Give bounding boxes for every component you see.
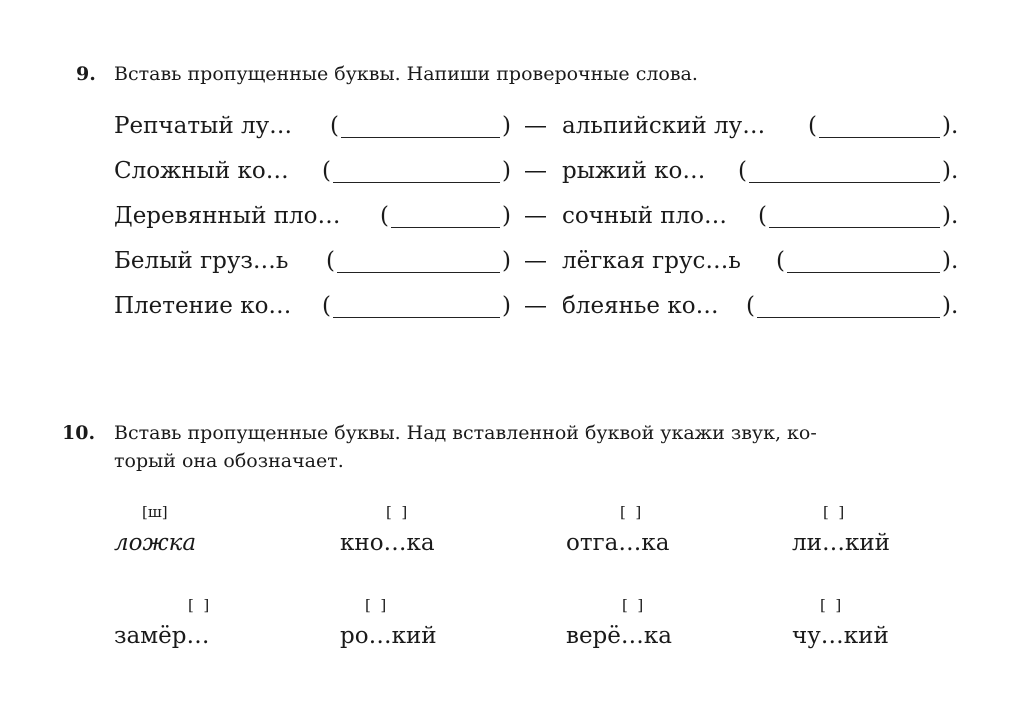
close-paren-period: ). — [942, 113, 959, 139]
open-paren: ( — [326, 248, 335, 274]
gap-word: верё…ка — [566, 623, 672, 649]
close-paren-period: ). — [942, 158, 959, 184]
row-left-phrase: Репчатый лу… — [114, 113, 293, 139]
close-paren-period: ). — [942, 293, 959, 319]
close-paren: ) — [502, 293, 511, 319]
dash: — — [524, 293, 547, 319]
open-paren: ( — [322, 293, 331, 319]
gap-word: ложка — [114, 530, 197, 556]
open-paren: ( — [808, 113, 817, 139]
row-left-phrase: Деревянный пло… — [114, 203, 341, 229]
row-left-phrase: Сложный ко… — [114, 158, 289, 184]
row-left-phrase: Белый груз…ь — [114, 248, 289, 274]
gap-word: ро…кий — [340, 623, 437, 649]
open-paren: ( — [380, 203, 389, 229]
gap-word: замёр… — [114, 623, 210, 649]
answer-blank-left[interactable] — [333, 317, 500, 318]
close-paren-period: ). — [942, 203, 959, 229]
sound-bracket[interactable]: [ ] — [620, 503, 642, 521]
exercise-10-instruction-line-2: торый она обозначает. — [114, 450, 344, 472]
sound-bracket[interactable]: [ ] — [823, 503, 845, 521]
sound-bracket[interactable]: [ ] — [622, 596, 644, 614]
row-right-phrase: блеянье ко… — [562, 293, 719, 319]
answer-blank-right[interactable] — [757, 317, 940, 318]
exercise-10-number: 10. — [62, 422, 96, 444]
close-paren: ) — [502, 158, 511, 184]
open-paren: ( — [322, 158, 331, 184]
sound-bracket[interactable]: [ ] — [188, 596, 210, 614]
gap-word: чу…кий — [792, 623, 889, 649]
exercise-9-instruction: Вставь пропущенные буквы. Напиши проверочные слова. — [114, 63, 698, 85]
row-right-phrase: сочный пло… — [562, 203, 727, 229]
close-paren-period: ). — [942, 248, 959, 274]
row-right-phrase: рыжий ко… — [562, 158, 706, 184]
answer-blank-left[interactable] — [341, 137, 500, 138]
answer-blank-right[interactable] — [819, 137, 940, 138]
sound-bracket[interactable]: [ ] — [386, 503, 408, 521]
answer-blank-right[interactable] — [749, 182, 940, 183]
row-right-phrase: лёгкая грус…ь — [562, 248, 741, 274]
answer-blank-left[interactable] — [337, 272, 500, 273]
row-left-phrase: Плетение ко… — [114, 293, 292, 319]
exercise-10-instruction-line-1: Вставь пропущенные буквы. Над вставленной буквой укажи звук, ко- — [114, 422, 817, 444]
answer-blank-right[interactable] — [769, 227, 940, 228]
gap-word: кно…ка — [340, 530, 435, 556]
sound-bracket[interactable]: [ ] — [365, 596, 387, 614]
open-paren: ( — [738, 158, 747, 184]
open-paren: ( — [758, 203, 767, 229]
close-paren: ) — [502, 248, 511, 274]
close-paren: ) — [502, 203, 511, 229]
close-paren: ) — [502, 113, 511, 139]
dash: — — [524, 248, 547, 274]
answer-blank-left[interactable] — [391, 227, 500, 228]
gap-word: отга…ка — [566, 530, 670, 556]
open-paren: ( — [776, 248, 785, 274]
sound-bracket[interactable]: [ш] — [142, 503, 168, 521]
open-paren: ( — [330, 113, 339, 139]
sound-bracket[interactable]: [ ] — [820, 596, 842, 614]
dash: — — [524, 203, 547, 229]
answer-blank-right[interactable] — [787, 272, 940, 273]
answer-blank-left[interactable] — [333, 182, 500, 183]
open-paren: ( — [746, 293, 755, 319]
dash: — — [524, 113, 547, 139]
row-right-phrase: альпийский лу… — [562, 113, 766, 139]
dash: — — [524, 158, 547, 184]
exercise-9-number: 9. — [76, 63, 96, 85]
gap-word: ли…кий — [792, 530, 890, 556]
